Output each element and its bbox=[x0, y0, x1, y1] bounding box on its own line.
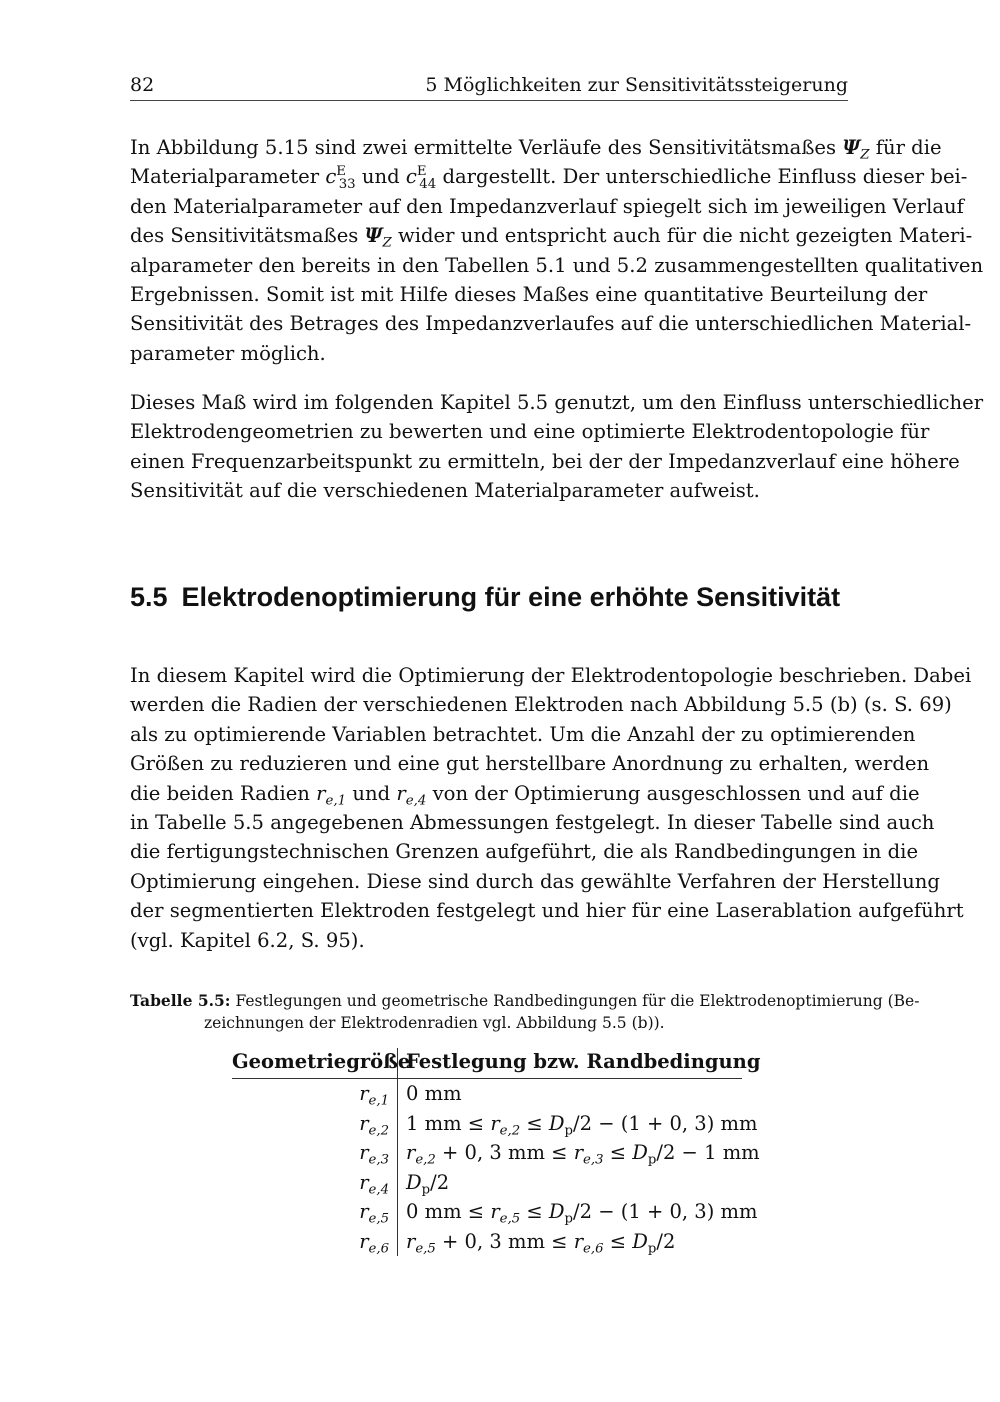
header-geometry: Geometriegröße bbox=[232, 1050, 411, 1073]
section-title-text: Elektrodenoptimierung für eine erhöhte Sensitivität bbox=[181, 582, 841, 612]
text-line: in Tabelle 5.5 angegebenen Abmessungen festgelegt. In dieser Tabelle sind auch bbox=[130, 810, 935, 834]
text-line: Optimierung eingehen. Diese sind durch das gewählte Verfahren der Herstellung bbox=[130, 869, 940, 893]
text-line: die beiden Radien $r_{e,1}$ und $r_{e,4}$ von der Optimierung ausgeschlossen und auf die bbox=[130, 781, 920, 809]
cell-condition: 1 mm ≤ $r_{e,2} \le D_p/2 - (1 + 0$, 3) mm bbox=[406, 1111, 758, 1139]
text-line: Elektrodengeometrien zu bewerten und eine optimierte Elektrodentopologie für bbox=[130, 420, 930, 444]
caption-label: Tabelle 5.5: bbox=[130, 991, 231, 1010]
cell-condition: 0 mm bbox=[406, 1082, 462, 1105]
running-header bbox=[130, 70, 848, 101]
cell-geometry: $r_{e,2}$ bbox=[359, 1111, 389, 1139]
cell-geometry: $r_{e,1}$ bbox=[359, 1082, 389, 1109]
text-line: alparameter den bereits in den Tabellen 5.1 und 5.2 zusammengestellten qualitativen bbox=[130, 253, 984, 277]
cell-geometry: $r_{e,5}$ bbox=[359, 1200, 389, 1227]
paragraph-3 bbox=[130, 661, 972, 955]
cell-condition: $D_p/2$ bbox=[406, 1170, 450, 1198]
section-heading bbox=[130, 582, 870, 613]
cell-geometry: $r_{e,6}$ bbox=[359, 1229, 389, 1257]
table-row bbox=[232, 1138, 760, 1168]
text-line: des Sensitivitätsmaßes $\Psi_Z$ wider und entspricht auch für die nicht gezeigten Materi- bbox=[130, 224, 973, 251]
text-line: parameter möglich. bbox=[130, 341, 326, 365]
page-number: 82 bbox=[130, 74, 155, 96]
text-line: Ergebnissen. Somit ist mit Hilfe dieses Maßes eine quantitative Beurteilung der bbox=[130, 282, 928, 306]
paragraph-1 bbox=[130, 133, 984, 368]
text-line: als zu optimierende Variablen betrachtet. Um die Anzahl der zu optimierenden bbox=[130, 722, 916, 746]
caption-text-cont: zeichnungen der Elektrodenradien vgl. Abbildung 5.5 (b)). bbox=[204, 1014, 665, 1032]
text-line: die fertigungstechnischen Grenzen aufgeführt, die als Randbedingungen in die bbox=[130, 840, 919, 864]
text-line: (vgl. Kapitel 6.2, S. 95). bbox=[130, 928, 365, 952]
table-row bbox=[232, 1197, 758, 1227]
text-line: Materialparameter $c^E_{33}$ und $c^E_{44}$ dargestellt. Der unterschiedliche Einfluss dieser bei- bbox=[130, 164, 968, 193]
table-header-row bbox=[232, 1048, 761, 1079]
cell-condition: $r_{e,5} + 0$, 3 mm ≤ $r_{e,6} \le D_p/2$ bbox=[406, 1229, 676, 1257]
text-line: Dieses Maß wird im folgenden Kapitel 5.5 genutzt, um den Einfluss unterschiedlicher bbox=[130, 391, 984, 414]
text-line: Sensitivität auf die verschiedenen Materialparameter aufweist. bbox=[130, 479, 760, 503]
text-line: werden die Radien der verschiedenen Elektroden nach Abbildung 5.5 (b) (s. S. 69) bbox=[130, 693, 952, 717]
table-row bbox=[232, 1109, 758, 1139]
paragraph-2 bbox=[130, 388, 984, 506]
text-line: Sensitivität des Betrages des Impedanzverlaufes auf die unterschiedlichen Material- bbox=[130, 312, 972, 336]
text-line: In Abbildung 5.15 sind zwei ermittelte Verläufe des Sensitivitätsmaßes $\Psi_Z$ für die bbox=[130, 136, 942, 163]
constraints-table bbox=[232, 1048, 761, 1257]
text-line: einen Frequenzarbeitspunkt zu ermitteln, bei der der Impedanzverlauf eine höhere bbox=[130, 449, 960, 473]
text-line: der segmentierten Elektroden festgelegt und hier für eine Laserablation aufgeführt bbox=[130, 899, 964, 923]
text-line: Größen zu reduzieren und eine gut herstellbare Anordnung zu erhalten, werden bbox=[130, 752, 930, 776]
cell-condition: $r_{e,2} + 0$, 3 mm ≤ $r_{e,3} \le D_p/2 - 1$ mm bbox=[406, 1141, 760, 1168]
text-line: In diesem Kapitel wird die Optimierung der Elektrodentopologie beschrieben. Dabei bbox=[130, 664, 972, 687]
table-row bbox=[232, 1168, 742, 1198]
section-number: 5.5 bbox=[130, 582, 168, 612]
table-caption bbox=[130, 990, 920, 1034]
table-row bbox=[232, 1227, 742, 1257]
text-line: den Materialparameter auf den Impedanzverlauf spiegelt sich im jeweiligen Verlauf bbox=[130, 194, 964, 218]
caption-text: Festlegungen und geometrische Randbedingungen für die Elektrodenoptimierung (Be- bbox=[230, 992, 920, 1010]
cell-condition: 0 mm ≤ $r_{e,5} \le D_p/2 - (1 + 0$, 3) mm bbox=[406, 1200, 758, 1227]
cell-geometry: $r_{e,4}$ bbox=[359, 1170, 389, 1198]
psi-symbol: Ψ bbox=[842, 136, 861, 159]
table-row bbox=[232, 1079, 742, 1109]
cell-geometry: $r_{e,3}$ bbox=[359, 1141, 389, 1168]
header-condition: Festlegung bzw. Randbedingung bbox=[406, 1050, 761, 1073]
chapter-title: 5 Möglichkeiten zur Sensitivitätssteigerung bbox=[425, 74, 848, 96]
